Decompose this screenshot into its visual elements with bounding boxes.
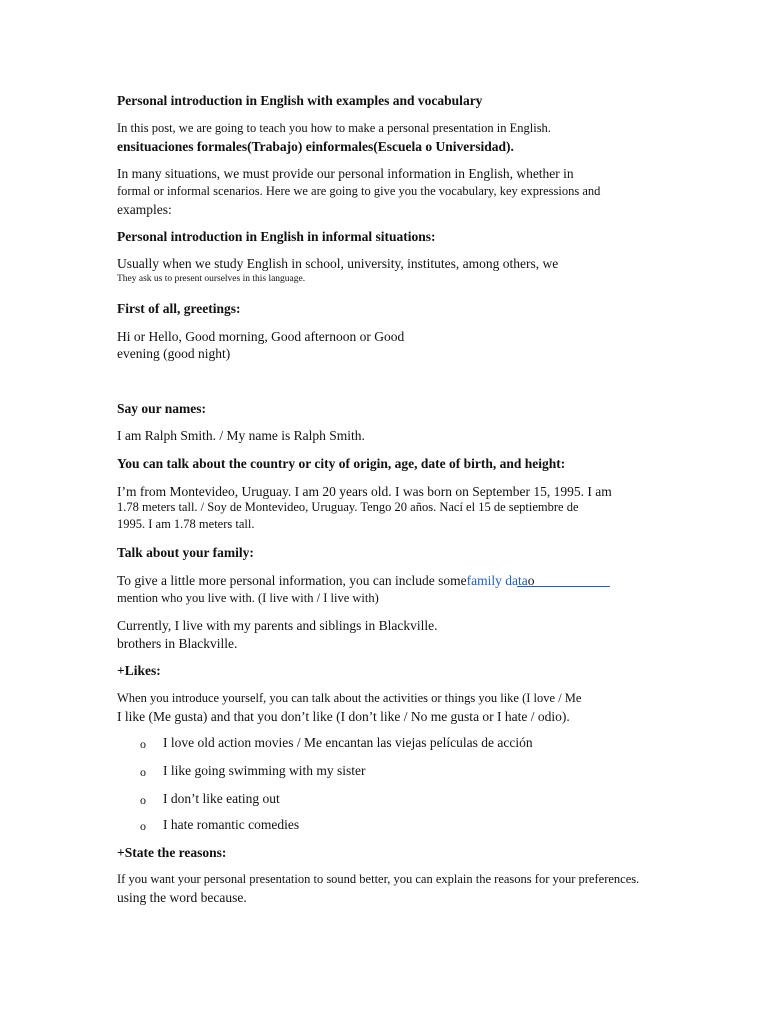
situations-line-2: formal or informal scenarios. Here we are going to give you the vocabulary, key expressions and <box>117 184 601 198</box>
origin-line-2: 1.78 meters tall. / Soy de Montevideo, Uruguay. Tengo 20 años. Nací el 15 de septiembre de <box>117 500 579 514</box>
document-title: Personal introduction in English with examples and vocabulary <box>117 93 483 108</box>
situations-line-3: examples: <box>117 202 172 217</box>
family-line-1-text: To give a little more personal information, you can include some <box>117 573 467 588</box>
greetings-line-2: evening (good night) <box>117 346 231 361</box>
list-item: I don’t like eating out <box>163 791 280 806</box>
informal-heading: Personal introduction in English in informal situations: <box>117 229 436 244</box>
situations-line-1: In many situations, we must provide our personal information in English, whether in <box>117 166 574 181</box>
origin-heading: You can talk about the country or city of origin, age, date of birth, and height: <box>117 456 566 471</box>
family-data-link-underline <box>517 586 610 587</box>
origin-line-3: 1995. I am 1.78 meters tall. <box>117 517 255 531</box>
family-line-3: Currently, I live with my parents and siblings in Blackville. <box>117 618 438 633</box>
family-line-2: mention who you live with. (I live with / I live with) <box>117 591 379 605</box>
bullet-marker: o <box>140 737 146 751</box>
intro-line-2: ensituaciones formales(Trabajo) einformales(Escuela o Universidad). <box>117 139 514 154</box>
greetings-line-1: Hi or Hello, Good morning, Good afternoon or Good <box>117 329 405 344</box>
names-text: I am Ralph Smith. / My name is Ralph Smith. <box>117 428 365 443</box>
bullet-marker: o <box>140 765 146 779</box>
greetings-heading: First of all, greetings: <box>117 301 241 316</box>
names-heading: Say our names: <box>117 401 207 416</box>
list-item: I hate romantic comedies <box>163 817 300 832</box>
informal-line-1: Usually when we study English in school, university, institutes, among others, we <box>117 256 559 271</box>
reasons-line-2: using the word because. <box>117 890 247 905</box>
likes-heading: +Likes: <box>117 663 161 678</box>
bullet-marker: o <box>140 793 146 807</box>
origin-line-1: I’m from Montevideo, Uruguay. I am 20 years old. I was born on September 15, 1995. I am <box>117 484 612 499</box>
bullet-marker: o <box>140 819 146 833</box>
family-heading: Talk about your family: <box>117 545 254 560</box>
intro-line-1: In this post, we are going to teach you how to make a personal presentation in English. <box>117 121 551 135</box>
list-item: I love old action movies / Me encantan las viejas películas de acción <box>163 735 533 750</box>
reasons-heading: +State the reasons: <box>117 845 227 860</box>
likes-line-1: When you introduce yourself, you can talk about the activities or things you like (I love / Me <box>117 691 582 705</box>
family-line-4: brothers in Blackville. <box>117 636 238 651</box>
reasons-line-1: If you want your personal presentation to sound better, you can explain the reasons for your preferences. <box>117 872 640 886</box>
family-data-link[interactable]: family data <box>466 573 528 588</box>
informal-line-2: They ask us to present ourselves in this language. <box>117 274 306 284</box>
family-line-1-tail: o <box>527 573 535 588</box>
list-item: I like going swimming with my sister <box>163 763 366 778</box>
likes-line-2: I like (Me gusta) and that you don’t like (I don’t like / No me gusta or I hate / odio). <box>117 709 570 724</box>
family-line-1 <box>117 573 534 589</box>
